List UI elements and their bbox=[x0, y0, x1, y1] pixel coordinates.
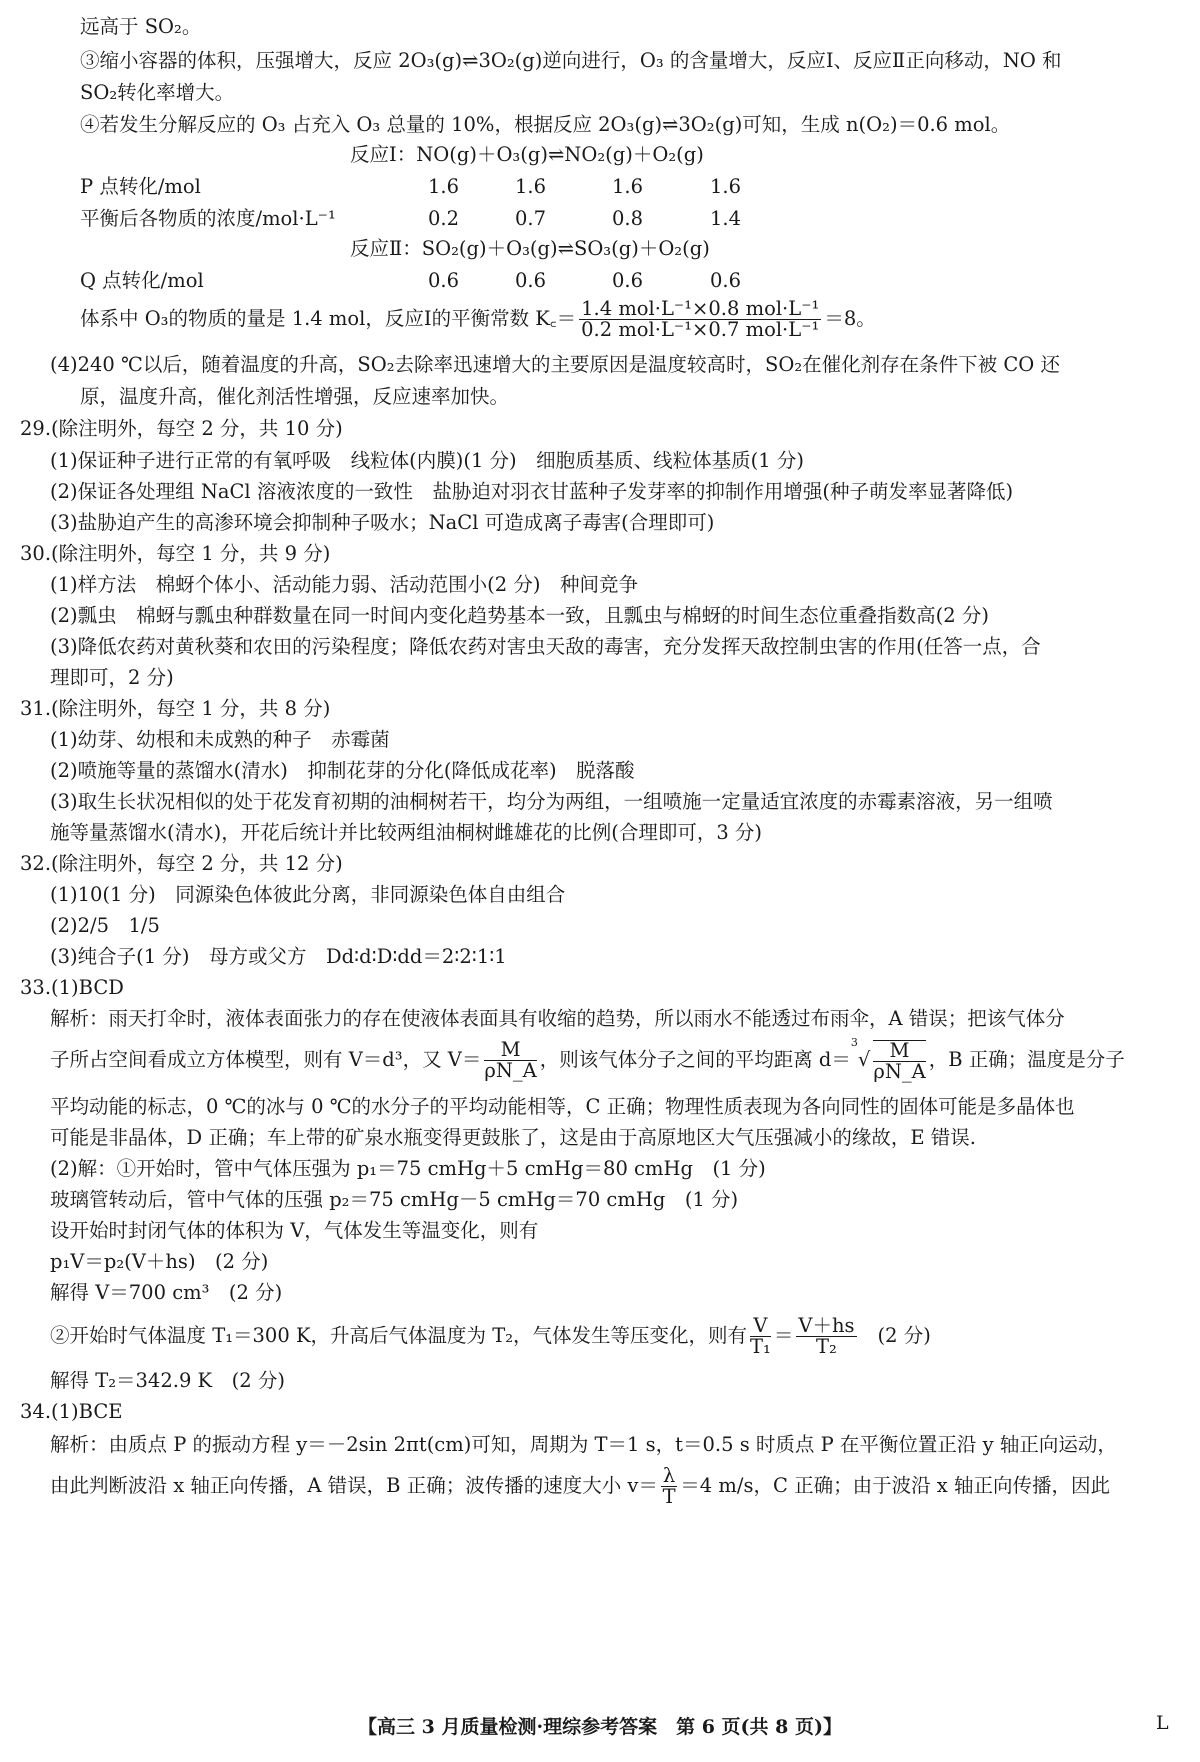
row-value: 0.6 bbox=[428, 269, 460, 292]
q33-text: ，B 正确；温度是分子 bbox=[928, 1048, 1125, 1071]
text-line: ③缩小容器的体积，压强增大，反应 2O₃(g)⇌3O₂(g)逆向进行，O₃ 的含量增大，反应Ⅰ、反应Ⅱ正向移动，NO 和 bbox=[80, 49, 1062, 72]
row-label: 平衡后各物质的浓度/mol·L⁻¹ bbox=[80, 207, 336, 230]
q33-fraction bbox=[796, 1316, 856, 1357]
q34-text: ＝4 m/s，C 正确；由于波沿 x 轴正向传播，因此 bbox=[680, 1474, 1110, 1497]
q29-heading: 29.(除注明外，每空 2 分，共 10 分) bbox=[20, 417, 343, 440]
reaction1-row-p bbox=[0, 174, 1200, 200]
q32-heading: 32.(除注明外，每空 2 分，共 12 分) bbox=[20, 852, 343, 875]
kc-numerator: 1.4 mol·L⁻¹×0.8 mol·L⁻¹ bbox=[581, 297, 820, 320]
kc-prefix: 体系中 O₃的物质的量是 1.4 mol，反应Ⅰ的平衡常数 K꜀＝ bbox=[80, 307, 577, 330]
row-value: 1.6 bbox=[710, 175, 742, 198]
q33-text: ＝ bbox=[773, 1324, 794, 1347]
q31-line: (3)取生长状况相似的处于花发育初期的油桐树若干，均分为两组，一组喷施一定量适宜浓度的赤霉素溶液，另一组喷 bbox=[50, 790, 1053, 813]
q33-line: p₁V＝p₂(V＋hs) (2 分) bbox=[50, 1250, 269, 1273]
q33-text: 子所占空间看成立方体模型，则有 V＝d³，又 V＝ bbox=[50, 1048, 482, 1071]
q30-line: (2)瓢虫 棉蚜与瓢虫种群数量在同一时间内变化趋势基本一致，且瓢虫与棉蚜的时间生态位重叠指数高(2 分) bbox=[50, 604, 989, 627]
kc-suffix: ＝8。 bbox=[824, 307, 876, 330]
text-line: ④若发生分解反应的 O₃ 占充入 O₃ 总量的 10%，根据反应 2O₃(g)⇌3O₂(g)可知，生成 n(O₂)＝0.6 mol。 bbox=[80, 113, 1011, 136]
q30-line: (1)样方法 棉蚜个体小、活动能力弱、活动范围小(2 分) 种间竞争 bbox=[50, 573, 638, 596]
row-value: 0.6 bbox=[612, 269, 644, 292]
q34-text: 由此判断波沿 x 轴正向传播，A 错误，B 正确；波传播的速度大小 v＝ bbox=[50, 1474, 658, 1497]
q32-line: (2)2/5 1/5 bbox=[50, 914, 160, 937]
text-line: SO₂转化率增大。 bbox=[80, 81, 235, 104]
reaction2-title: 反应Ⅱ：SO₂(g)＋O₃(g)⇌SO₃(g)＋O₂(g) bbox=[350, 237, 710, 260]
q33-explain: 平均动能的标志，0 ℃的冰与 0 ℃的水分子的平均动能相等，C 正确；物理性质表现为各向同性的固体可能是多晶体也 bbox=[50, 1095, 1075, 1118]
q33-line: 解得 T₂＝342.9 K (2 分) bbox=[50, 1369, 285, 1392]
q33-root-fraction bbox=[873, 1040, 925, 1082]
q33-heading: 33.(1)BCD bbox=[20, 976, 124, 999]
reaction2-row-q bbox=[0, 268, 1200, 294]
q33-line: (2)解：①开始时，管中气体压强为 p₁＝75 cmHg＋5 cmHg＝80 cmHg (1 分) bbox=[50, 1157, 766, 1180]
q33-line: 玻璃管转动后，管中气体的压强 p₂＝75 cmHg－5 cmHg＝70 cmHg (1 分) bbox=[50, 1188, 739, 1211]
q31-line: (2)喷施等量的蒸馏水(清水) 抑制花芽的分化(降低成花率) 脱落酸 bbox=[50, 759, 635, 782]
sqrt-icon: √ bbox=[857, 1048, 871, 1071]
q30-line: (3)降低农药对黄秋葵和农田的污染程度；降低农药对害虫天敌的毒害，充分发挥天敌控制虫害的作用(任答一点，合 bbox=[50, 635, 1041, 658]
q4-line: 原，温度升高，催化剂活性增强，反应速率加快。 bbox=[80, 385, 510, 408]
row-value: 1.6 bbox=[612, 175, 644, 198]
q33-line-formula bbox=[50, 1312, 931, 1360]
q33-line: 设开始时封闭气体的体积为 V，气体发生等温变化，则有 bbox=[50, 1219, 539, 1242]
row-value: 0.6 bbox=[515, 269, 547, 292]
reaction1-row-eq bbox=[0, 206, 1200, 232]
q33-text: ，则该气体分子之间的平均距离 d＝ bbox=[539, 1048, 851, 1071]
q34-explain: 解析：由质点 P 的振动方程 y＝－2sin 2πt(cm)可知，周期为 T＝1 s，t＝0.5 s 时质点 P 在平衡位置正沿 y 轴正向运动， bbox=[50, 1433, 1117, 1456]
q33-explain: 解析：雨天打伞时，液体表面张力的存在使液体表面具有收缩的趋势，所以雨水不能透过布雨伞，A 错误；把该气体分 bbox=[50, 1007, 1065, 1030]
q33-explain: 可能是非晶体，D 正确；车上带的矿泉水瓶变得更鼓胀了，这是由于高原地区大气压强减小的缘故，E 错误. bbox=[50, 1126, 976, 1149]
q29-line: (1)保证种子进行正常的有氧呼吸 线粒体(内膜)(1 分) 细胞质基质、线粒体基质(1 分) bbox=[50, 449, 804, 472]
row-value: 0.2 bbox=[428, 207, 460, 230]
row-value: 1.6 bbox=[515, 175, 547, 198]
q33-text: ②开始时气体温度 T₁＝300 K，升高后气体温度为 T₂，气体发生等压变化，则有 bbox=[50, 1324, 748, 1347]
q4-line: (4)240 ℃以后，随着温度的升高，SO₂去除率迅速增大的主要原因是温度较高时，SO₂在催化剂存在条件下被 CO 还 bbox=[50, 353, 1060, 376]
footer-flag: L bbox=[1156, 1712, 1169, 1734]
row-label: Q 点转化/mol bbox=[80, 269, 204, 292]
q32-line: (3)纯合子(1 分) 母方或父方 Dd∶d∶D∶dd＝2∶2∶1∶1 bbox=[50, 945, 507, 968]
kc-fraction bbox=[579, 299, 821, 340]
q30-heading: 30.(除注明外，每空 1 分，共 9 分) bbox=[20, 542, 331, 565]
q33-line: 解得 V＝700 cm³ (2 分) bbox=[50, 1281, 283, 1304]
fraction-den: ρN_A bbox=[484, 1059, 537, 1082]
fraction-num: M bbox=[873, 1041, 925, 1062]
reaction1-title: 反应Ⅰ：NO(g)＋O₃(g)⇌NO₂(g)＋O₂(g) bbox=[350, 143, 704, 166]
fraction-num: λ bbox=[662, 1464, 676, 1487]
root-index: 3 bbox=[850, 1036, 858, 1049]
q34-explain-formula bbox=[50, 1462, 1110, 1510]
q34-heading: 34.(1)BCE bbox=[20, 1400, 123, 1423]
q31-line: (1)幼芽、幼根和未成熟的种子 赤霉菌 bbox=[50, 728, 390, 751]
row-value: 1.6 bbox=[428, 175, 460, 198]
q33-text: (2 分) bbox=[877, 1324, 931, 1347]
q32-line: (1)10(1 分) 同源染色体彼此分离，非同源染色体自由组合 bbox=[50, 883, 566, 906]
q29-line: (2)保证各处理组 NaCl 溶液浓度的一致性 盐胁迫对羽衣甘蓝种子发芽率的抑制作用增强(种子萌发率显著降低) bbox=[50, 480, 1014, 503]
fraction-num: V＋hs bbox=[798, 1314, 855, 1337]
row-value: 0.8 bbox=[612, 207, 644, 230]
q33-explain-formula bbox=[50, 1036, 1125, 1084]
row-value: 0.6 bbox=[710, 269, 742, 292]
q31-line: 施等量蒸馏水(清水)，开花后统计并比较两组油桐树雌雄花的比例(合理即可，3 分) bbox=[50, 821, 763, 844]
fraction-num: M bbox=[484, 1040, 536, 1061]
q33-fraction bbox=[750, 1316, 771, 1357]
fraction-den: ρN_A bbox=[873, 1059, 926, 1083]
row-label: P 点转化/mol bbox=[80, 175, 201, 198]
q31-heading: 31.(除注明外，每空 1 分，共 8 分) bbox=[20, 697, 331, 720]
q34-fraction bbox=[661, 1466, 677, 1507]
row-value: 1.4 bbox=[710, 207, 742, 230]
q33-fraction bbox=[484, 1040, 536, 1081]
fraction-den: T bbox=[662, 1485, 676, 1508]
page-footer: 【高三 3 月质量检测·理综参考答案 第 6 页(共 8 页)】 bbox=[358, 1716, 842, 1738]
q29-line: (3)盐胁迫产生的高渗环境会抑制种子吸水；NaCl 可造成离子毒害(合理即可) bbox=[50, 511, 715, 534]
text-line: 远高于 SO₂。 bbox=[80, 15, 202, 38]
fraction-num: V bbox=[750, 1316, 771, 1337]
kc-denominator: 0.2 mol·L⁻¹×0.7 mol·L⁻¹ bbox=[581, 318, 820, 341]
kc-line bbox=[80, 296, 876, 342]
row-value: 0.7 bbox=[515, 207, 547, 230]
fraction-den: T₂ bbox=[816, 1335, 837, 1358]
q30-line: 理即可，2 分) bbox=[50, 666, 174, 689]
fraction-den: T₁ bbox=[750, 1335, 771, 1358]
